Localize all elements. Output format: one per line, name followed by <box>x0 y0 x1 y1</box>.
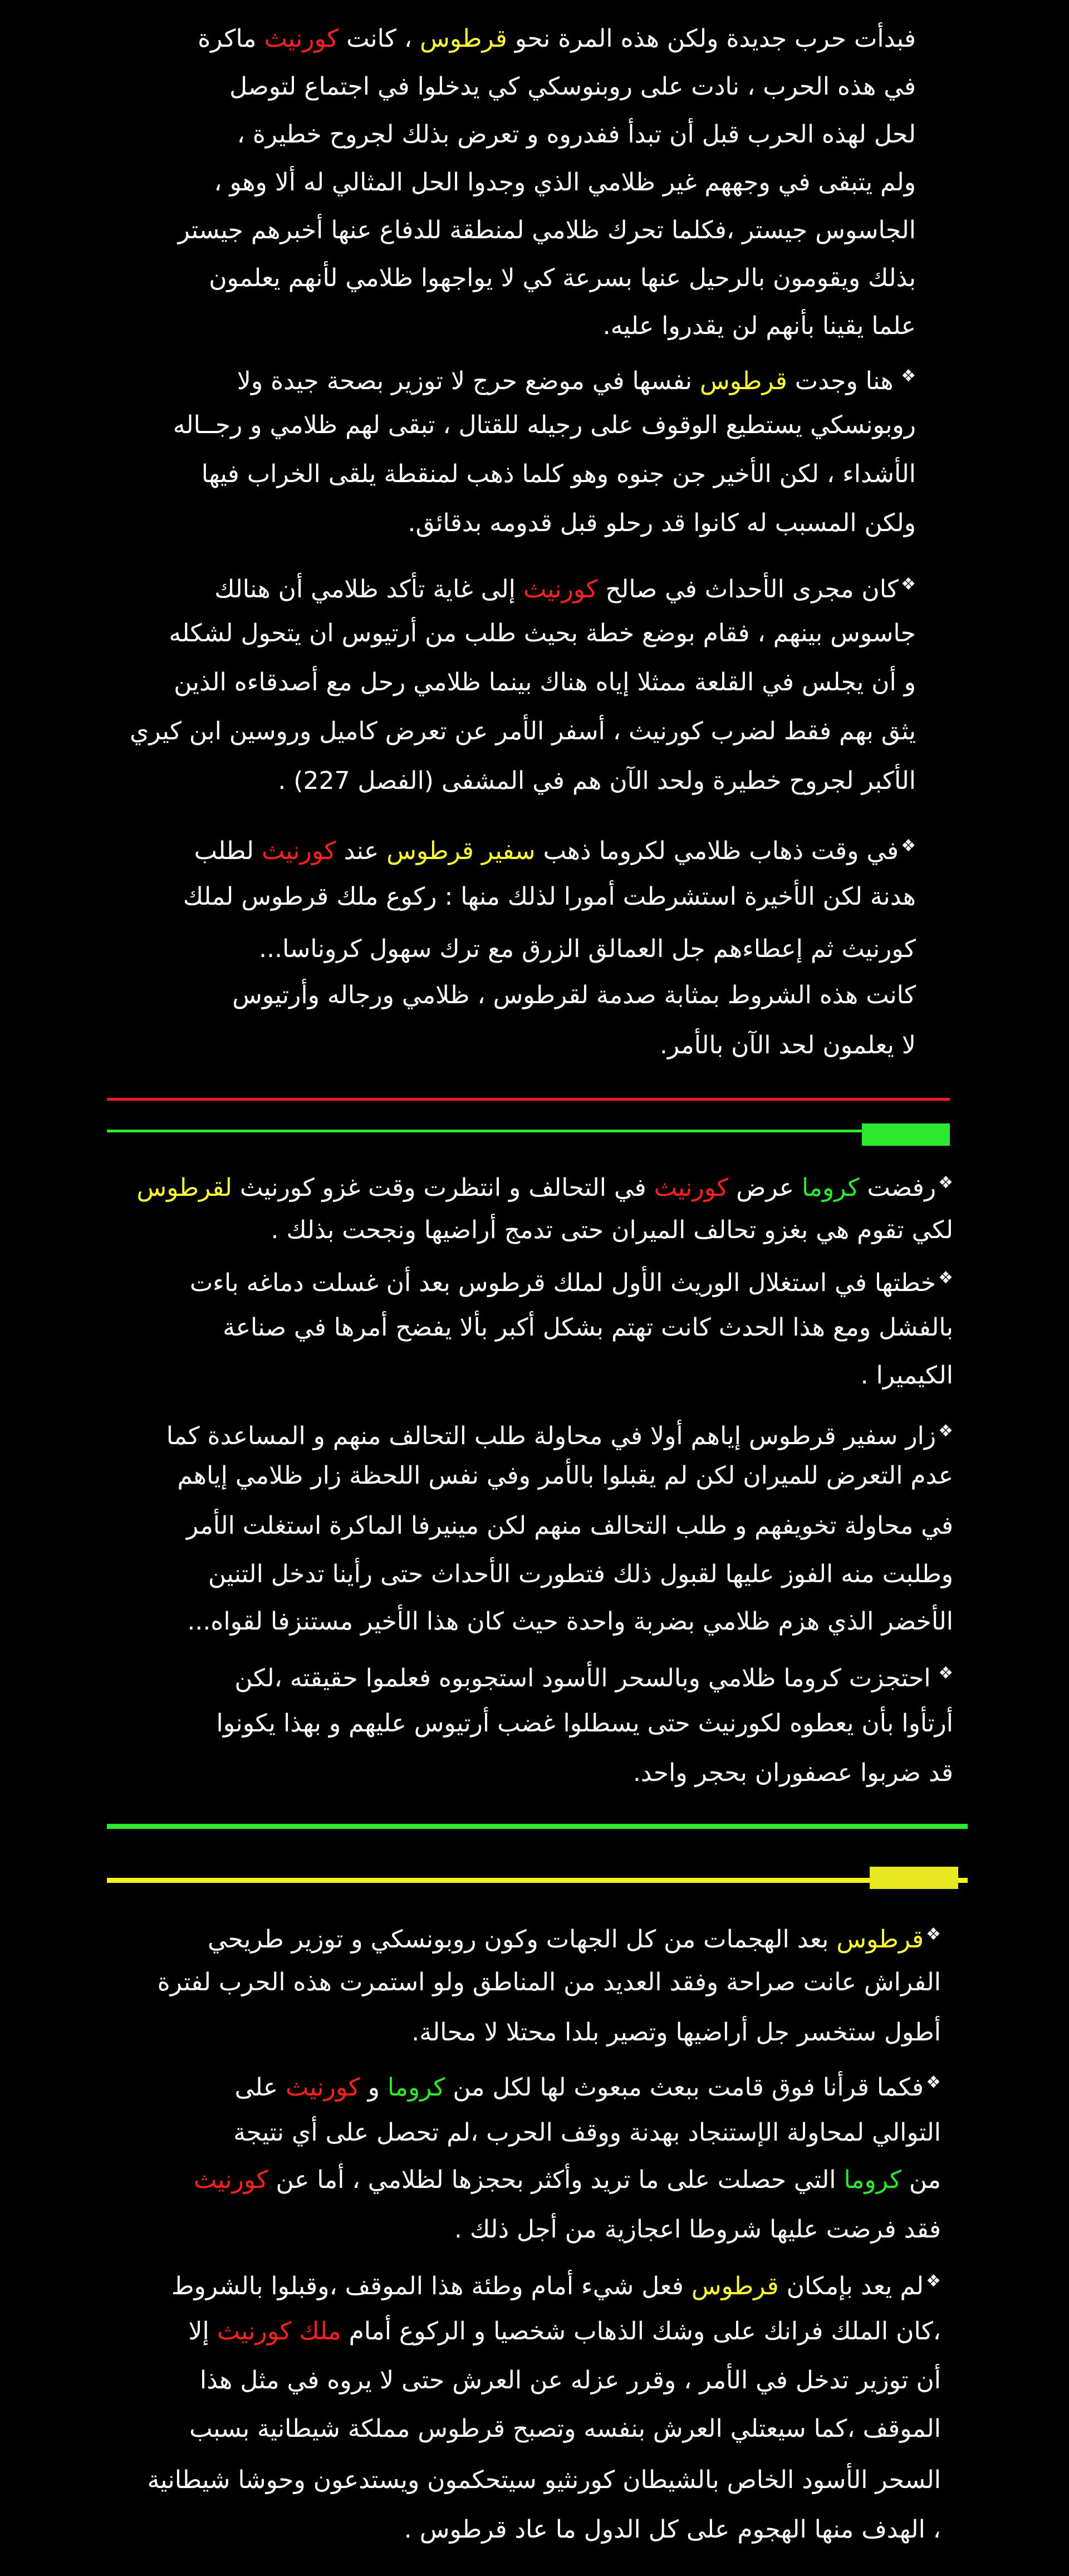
bullet-diamond-icon: ❖ <box>926 2073 941 2092</box>
text-run: كان مجرى الأحداث في صالح <box>597 575 899 603</box>
text-run: بعد الهجمات من كل الجهات وكون روبونسكي و توزير طريحي <box>208 1925 837 1954</box>
yellow-divider <box>107 1878 968 1883</box>
text-line <box>233 2116 941 2150</box>
text-run: جاسوس بينهم ، فقام بوضع خطة بحيث طلب من أرتيوس ان يتحول لشكله <box>169 619 916 647</box>
text-line <box>174 666 916 699</box>
text-line <box>404 2513 941 2546</box>
text-run: و أن يجلس في القلعة ممثلا إياه هناك بينما ظلامي رحل مع أصدقاءه الذين <box>174 668 916 696</box>
text-run: ولم يتبقى في وجههم غير ظلامي الذي وجدوا الحل المثالي له ألا وهو ، <box>214 168 916 197</box>
text-run: عدم التعرض للميران لكن لم يقبلوا بالأمر وفي نفس اللحظة زار ظلامي إياهم <box>177 1461 953 1490</box>
bullet-diamond-icon: ❖ <box>901 836 916 856</box>
text-run: الفراش عانت صراحة وفقد العديد من المناطق ولو استمرت هذه الحرب لفترة <box>157 1968 941 1996</box>
text-line <box>234 2066 941 2102</box>
green-divider-short-box <box>862 1123 950 1146</box>
text-run: الجاسوس جيستر ،فكلما تحرك ظلامي لمنطقة للدفاع عنها أخبرهم جيستر <box>178 216 916 244</box>
text-run: في محاولة تخويفهم و طلب التحالف منهم لكن مينيرفا الماكرة استغلت الأمر <box>186 1512 953 1540</box>
highlighted-name: قرطوس <box>420 24 507 53</box>
text-line <box>178 1459 953 1493</box>
text-run: لا يعلمون لحد الآن بالأمر. <box>659 1031 916 1059</box>
text-run: التوالي لمحاولة الإستنجاد بهدنة ووقف الحرب ،لم تحصل على أي نتيجة <box>233 2118 941 2147</box>
text-run: أطول ستخسر جل أراضيها وتصير بلدا محتلا لا محالة. <box>411 2018 941 2047</box>
text-run: ماكرة <box>198 24 264 53</box>
highlighted-name: كورنيث <box>654 1174 729 1202</box>
text-run: الأشداء ، لكن الأخير جن جنوه وهو كلما ذهب لمنقطة يلقى الخراب فيها <box>201 460 916 488</box>
text-run: ولكن المسبب له كانوا قد رحلو قبل قدومه بدقائق. <box>408 509 916 537</box>
text-line <box>633 1756 953 1790</box>
text-run: في هذه الحرب ، نادت على روبنوسكي كي يدخلوا في اجتماع لتوصل <box>229 72 916 101</box>
text-run: إلا <box>188 2317 217 2346</box>
text-line <box>137 1166 954 1200</box>
text-line <box>229 70 916 104</box>
text-line <box>187 1509 953 1543</box>
highlighted-name: كورنيث <box>523 575 598 603</box>
text-line <box>214 568 916 601</box>
text-run: لم يعد بإمكان <box>778 2272 924 2300</box>
text-line <box>234 1657 953 1690</box>
text-line <box>171 2265 941 2298</box>
text-run: التي حصلت على ما تريد وأكثر بحجزها لظلامي ، أما عن <box>268 2166 844 2194</box>
highlighted-name: كورنيث <box>286 2073 360 2102</box>
bullet-diamond-icon: ❖ <box>933 1664 953 1683</box>
text-run: احتجزت كروما ظلامي وبالسحر الأسود استجوبوه فعلموا حقيقته ،لكن <box>234 1664 931 1692</box>
text-line <box>169 617 916 650</box>
text-run: نفسها في موضع حرج لا توزير بصحة جيدة ولا <box>237 367 700 395</box>
highlighted-name: كروما <box>387 2073 445 2102</box>
bullet-diamond-icon: ❖ <box>938 1173 953 1193</box>
text-run: لحل لهذه الحرب قبل أن تبدأ ففدروه و تعرض بذلك لجروح خطيرة ، <box>237 120 916 149</box>
highlighted-name: قرطوس <box>836 1925 924 1954</box>
text-run: أرتأوا بأن يعطوه لكورنيث حتى يسطلوا غضب أرتيوس عليهم و بهذا يكونوا <box>216 1709 953 1738</box>
highlighted-name: كورنيث <box>264 24 339 53</box>
text-run: هدنة لكن الأخيرة استشرطت أمورا لذلك منها : ركوع ملك قرطوس لملك <box>183 882 916 911</box>
text-run: فعل شيء أمام وطئة هذا الموقف ،وقبلوا بالشروط <box>171 2272 692 2300</box>
red-divider <box>107 1098 950 1101</box>
text-line <box>660 1029 916 1062</box>
text-run: خطتها في استغلال الوريث الأول لملك قرطوس بعد أن غسلت دماغه باءت <box>189 1269 936 1297</box>
text-line <box>202 458 916 491</box>
text-line <box>278 764 916 798</box>
highlighted-name: كورنيث <box>193 2166 268 2194</box>
highlighted-name: سفير قرطوس <box>386 837 536 865</box>
text-line <box>200 2364 941 2397</box>
text-run: وطلبت منه الفوز عليها لقبول ذلك فتطورت الأحداث حتى رأينا تدخل التنين <box>208 1560 953 1588</box>
text-line <box>217 1707 953 1740</box>
text-line <box>183 880 916 914</box>
text-line <box>603 310 916 343</box>
text-run: كورنيث ثم إعطاءهم جل العمالق الزرق مع ترك سهول كروناسا... <box>259 935 916 963</box>
text-line <box>194 830 916 863</box>
text-line <box>178 214 916 247</box>
text-run: بذلك ويقومون بالرحيل عنها بسرعة كي لا يواجهوا ظلامي لأنهم يعلمون <box>209 264 916 292</box>
text-run: الأخضر الذي هزم ظلامي بضربة واحدة حيث كان هذا الأخير مستنزفا لقواه... <box>187 1607 953 1636</box>
text-line <box>187 1605 953 1638</box>
text-line <box>214 166 916 199</box>
text-run: علما يقينا بأنهم لن يقدروا عليه. <box>602 312 916 340</box>
highlighted-name: لقرطوس <box>136 1174 232 1202</box>
text-run: كانت هذه الشروط بمثابة صدمة لقرطوس ، ظلامي ورجاله وأرتيوس <box>232 981 916 1009</box>
highlighted-name: ملك كورنيث <box>217 2317 341 2346</box>
text-run: في التحالف و انتظرت وقت غزو كورنيث <box>232 1174 654 1202</box>
green-divider <box>107 1824 968 1829</box>
text-run: هنا وجدت <box>787 367 894 395</box>
text-run: فكما قرأنا فوق قامت ببعث مبعوث لها لكل من <box>445 2073 924 2102</box>
text-run: بالفشل ومع هذا الحدث كانت تهتم بشكل أكبر بألا يفضح أمرها في صناعة <box>223 1313 953 1342</box>
text-run: إلى غاية تأكد ظلامي أن هنالك <box>214 575 523 603</box>
text-run: ،كان الملك فرانك على وشك الذهاب شخصيا و الركوع أمام <box>341 2317 941 2346</box>
text-line <box>208 1558 953 1591</box>
text-run: ، الهدف منها الهجوم على كل الدول ما عاد قرطوس . <box>404 2515 941 2544</box>
text-line <box>861 1359 953 1392</box>
text-line <box>237 360 916 393</box>
green-divider-short <box>107 1130 862 1132</box>
text-run: الكيميرا . <box>860 1361 953 1390</box>
text-line <box>158 1966 941 1999</box>
text-line <box>194 2163 941 2197</box>
text-line <box>148 2464 941 2497</box>
text-line <box>223 1311 953 1345</box>
text-run: من <box>901 2166 941 2194</box>
text-line <box>166 1415 953 1448</box>
text-line <box>173 409 916 442</box>
text-run: على <box>234 2073 286 2102</box>
text-line <box>454 2213 941 2246</box>
text-line <box>188 2315 941 2348</box>
text-line <box>408 507 916 540</box>
text-run: السحر الأسود الخاص بالشيطان كورنثيو سيتحكمون ويستدعون وحوشا شيطانية <box>147 2466 941 2494</box>
text-line <box>189 2412 941 2446</box>
text-run: لكي تقوم هي بغزو تحالف الميران حتى تدمج أراضيها ونجحت بذلك . <box>271 1216 953 1244</box>
text-line <box>271 1214 953 1247</box>
text-run: ، كانت <box>339 24 420 53</box>
text-run: فقد فرضت عليها شروطا اعجازية من أجل ذلك . <box>454 2215 941 2244</box>
highlighted-name: قرطوس <box>691 2272 779 2300</box>
text-run: و <box>360 2073 388 2102</box>
highlighted-name: قرطوس <box>699 367 787 395</box>
text-run: روبونسكي يستطيع الوقوف على رجيله للقتال ، تبقى لهم ظلامي و رجــاله <box>173 411 916 439</box>
yellow-divider-box <box>870 1867 958 1889</box>
bullet-diamond-icon: ❖ <box>938 1421 953 1441</box>
text-line <box>259 933 916 966</box>
text-run: يثق بهم فقط لضرب كورنيث ، أسفر الأمر عن تعرض كاميل وروسين ابن كيري <box>129 717 916 745</box>
text-run: فبدأت حرب جديدة ولكن هذه المرة نحو <box>507 24 916 53</box>
text-run: أن توزير تدخل في الأمر ، وقرر عزله عن العرش حتى لا يروه في مثل هذا <box>199 2366 941 2395</box>
bullet-diamond-icon: ❖ <box>901 575 916 594</box>
text-run: الموقف ،كما سيعتلي العرش بنفسه وتصبح قرطوس مملكة شيطانية بسبب <box>189 2415 941 2443</box>
text-run: لطلب <box>194 837 262 865</box>
text-line <box>411 2016 941 2049</box>
highlighted-name: كروما <box>802 1174 860 1202</box>
text-line <box>130 715 916 748</box>
text-line <box>208 1918 941 1954</box>
text-line <box>198 22 916 56</box>
text-run: زار سفير قرطوس إياهم أولا في محاولة طلب التحالف منهم و المساعدة كما <box>166 1422 936 1450</box>
highlighted-name: كروما <box>844 2166 901 2194</box>
bullet-diamond-icon: ❖ <box>926 2271 941 2291</box>
text-run: عند <box>336 837 387 865</box>
bullet-diamond-icon: ❖ <box>895 366 916 386</box>
text-run: قد ضربوا عصفوران بحجر واحد. <box>632 1759 953 1787</box>
text-run: الأكبر لجروح خطيرة ولحد الآن هم في المشفى (الفصل 227) . <box>278 767 916 795</box>
highlighted-name: كورنيث <box>261 837 336 865</box>
text-line <box>237 118 916 151</box>
text-line <box>209 262 916 295</box>
text-run: في وقت ذهاب ظلامي لكروما ذهب <box>535 837 899 865</box>
text-line <box>190 1262 953 1295</box>
text-run: عرض <box>728 1174 802 1202</box>
text-line <box>232 979 916 1012</box>
text-run: رفضت <box>859 1174 936 1202</box>
bullet-diamond-icon: ❖ <box>926 1925 941 1944</box>
bullet-diamond-icon: ❖ <box>938 1268 953 1288</box>
